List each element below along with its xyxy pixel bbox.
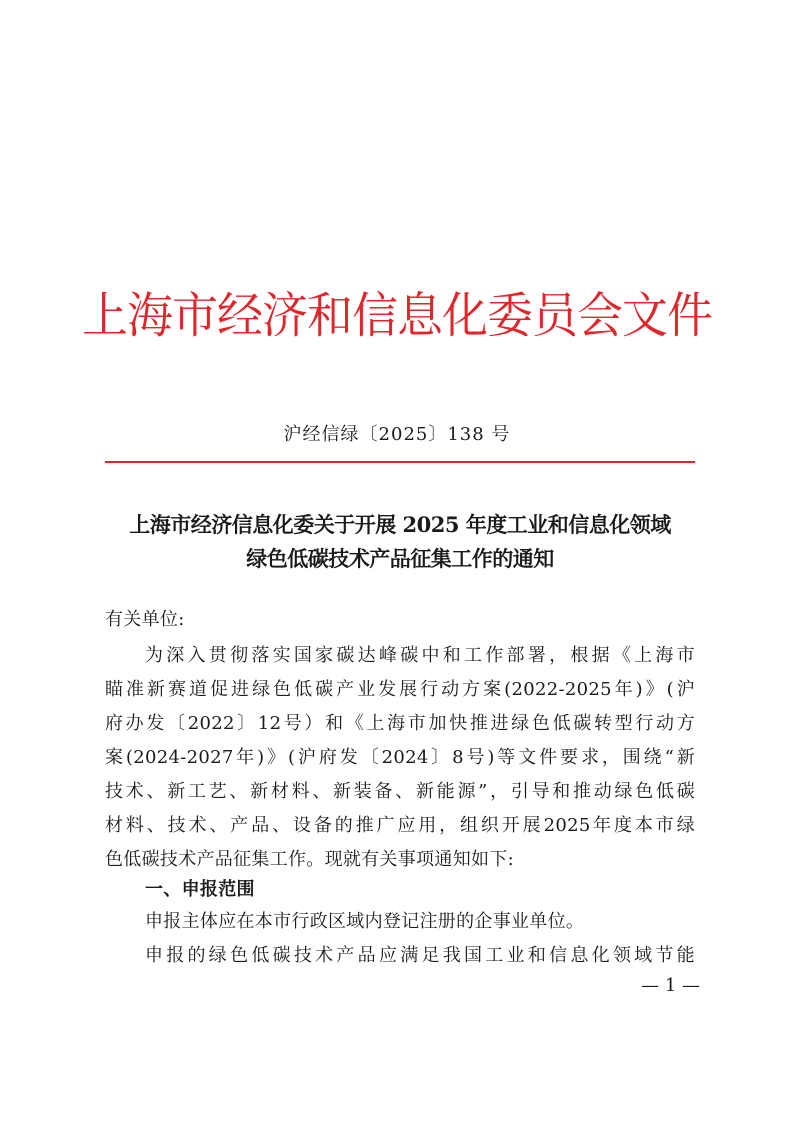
document-number: 沪经信绿〔2025〕138 号	[283, 424, 511, 445]
paragraph-line: 技术、新工艺、新材料、新装备、新能源”，引导和推动绿色低碳	[105, 781, 695, 802]
paragraph-line: 瞄准新赛道促进绿色低碳产业发展行动方案(2022-2025年)》(沪	[105, 679, 695, 700]
issuing-authority-title: 上海市经济和信息化委员会文件	[82, 286, 712, 344]
red-separator-line	[105, 461, 695, 463]
paragraph-line: 案(2024-2027年)》(沪府发〔2024〕8号)等文件要求，围绕“新	[105, 747, 695, 768]
section-heading: 一、申报范围	[145, 879, 255, 900]
paragraph-line: 为深入贯彻落实国家碳达峰碳中和工作部署，根据《上海市	[145, 645, 695, 666]
paragraph-line: 府办发〔2022〕12号）和《上海市加快推进绿色低碳转型行动方	[105, 713, 695, 734]
page-number: — 1 —	[641, 975, 700, 996]
salutation: 有关单位:	[105, 609, 185, 630]
notice-title-line-2: 绿色低碳技术产品征集工作的通知	[246, 546, 554, 571]
section-paragraph: 申报的绿色低碳技术产品应满足我国工业和信息化领域节能	[145, 945, 695, 966]
paragraph-line: 色低碳技术产品征集工作。现就有关事项通知如下:	[105, 849, 514, 870]
paragraph-line: 材料、技术、产品、设备的推广应用，组织开展2025年度本市绿	[105, 815, 695, 836]
notice-title	[100, 508, 700, 576]
section-paragraph: 申报主体应在本市行政区域内登记注册的企事业单位。	[145, 911, 585, 932]
notice-title-line-1: 上海市经济信息化委关于开展 2025 年度工业和信息化领域	[129, 512, 671, 537]
